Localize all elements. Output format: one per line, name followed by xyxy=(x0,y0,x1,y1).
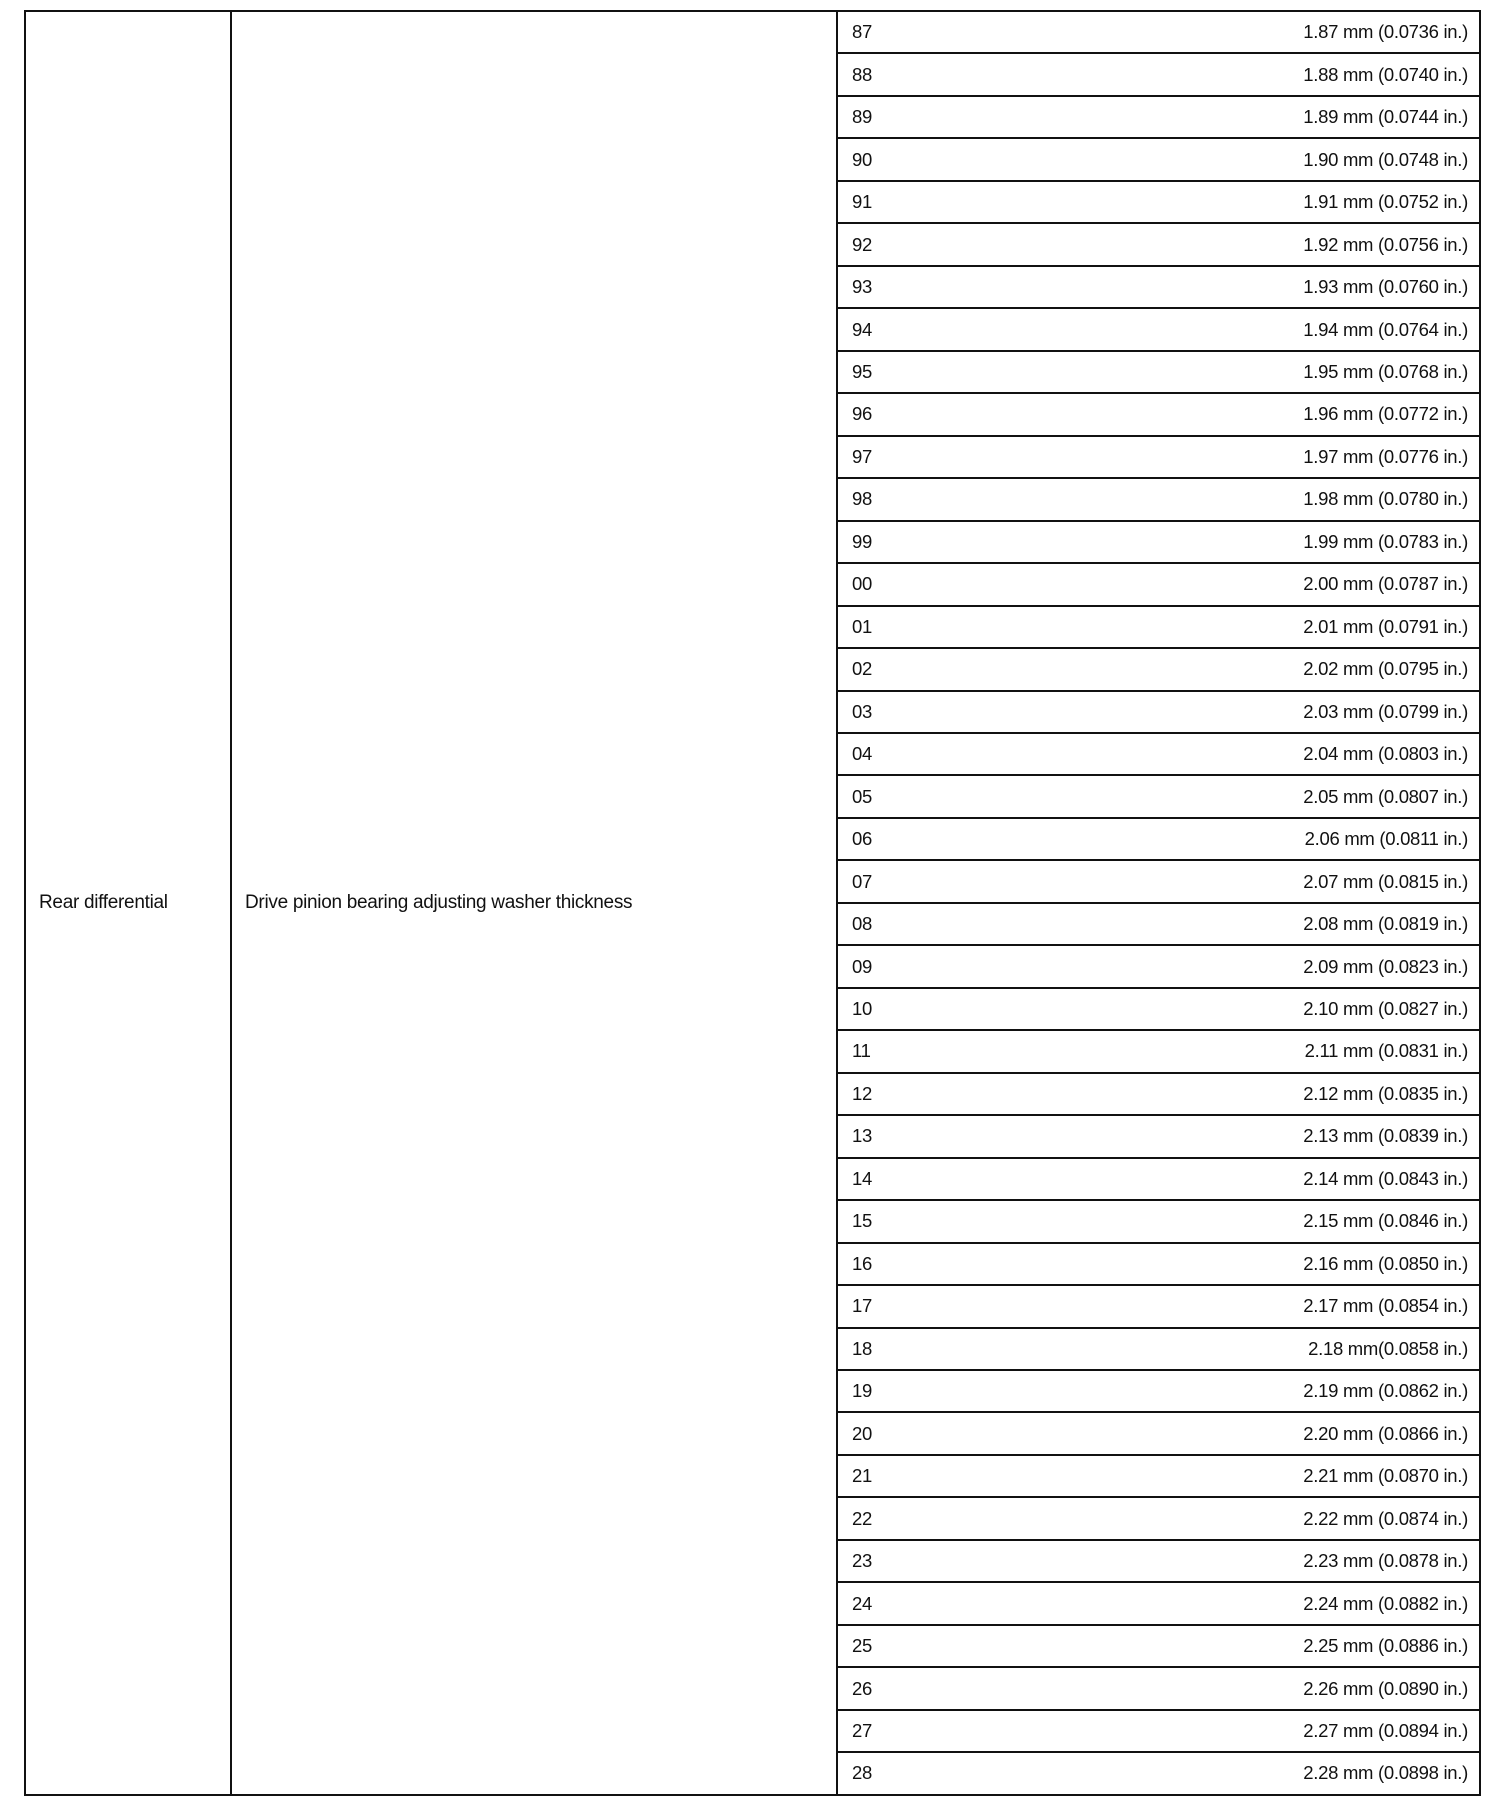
washer-code: 02 xyxy=(852,658,872,680)
item-label: Drive pinion bearing adjusting washer thickness xyxy=(245,892,633,913)
washer-thickness: 2.24 mm (0.0882 in.) xyxy=(1303,1592,1468,1614)
washer-code: 17 xyxy=(852,1295,872,1317)
table-row xyxy=(838,649,1479,691)
table-row xyxy=(838,734,1479,776)
washer-code: 92 xyxy=(852,233,872,255)
table-row xyxy=(838,1541,1479,1583)
washer-code: 97 xyxy=(852,445,872,467)
washer-thickness: 2.08 mm (0.0819 in.) xyxy=(1303,913,1468,935)
washer-thickness: 2.09 mm (0.0823 in.) xyxy=(1303,955,1468,977)
table-row xyxy=(838,1583,1479,1625)
table-row xyxy=(838,692,1479,734)
washer-code: 24 xyxy=(852,1592,872,1614)
table-row xyxy=(838,946,1479,988)
washer-thickness: 2.20 mm (0.0866 in.) xyxy=(1303,1422,1468,1444)
washer-thickness: 1.99 mm (0.0783 in.) xyxy=(1303,530,1468,552)
washer-thickness: 2.06 mm (0.0811 in.) xyxy=(1304,828,1468,850)
washer-thickness: 1.92 mm (0.0756 in.) xyxy=(1303,233,1468,255)
washer-thickness: 2.11 mm (0.0831 in.) xyxy=(1304,1040,1468,1062)
washer-code: 27 xyxy=(852,1719,872,1741)
table-row xyxy=(838,819,1479,861)
table-row xyxy=(838,564,1479,606)
washer-code: 26 xyxy=(852,1677,872,1699)
washer-thickness: 2.05 mm (0.0807 in.) xyxy=(1303,785,1468,807)
washer-thickness: 2.00 mm (0.0787 in.) xyxy=(1303,573,1468,595)
washer-thickness: 2.01 mm (0.0791 in.) xyxy=(1303,615,1468,637)
washer-thickness: 2.12 mm (0.0835 in.) xyxy=(1303,1082,1468,1104)
table-row xyxy=(838,54,1479,96)
washer-code: 87 xyxy=(852,21,872,43)
table-row xyxy=(838,309,1479,351)
washer-code: 88 xyxy=(852,63,872,85)
washer-thickness: 1.90 mm (0.0748 in.) xyxy=(1303,148,1468,170)
washer-code: 89 xyxy=(852,106,872,128)
washer-code: 19 xyxy=(852,1380,872,1402)
table-row xyxy=(838,1413,1479,1455)
component-cell xyxy=(26,12,232,1794)
table-row xyxy=(838,1371,1479,1413)
washer-code: 99 xyxy=(852,530,872,552)
washer-code: 22 xyxy=(852,1507,872,1529)
washer-code: 18 xyxy=(852,1337,872,1359)
washer-thickness: 2.03 mm (0.0799 in.) xyxy=(1303,700,1468,722)
washer-thickness: 1.93 mm (0.0760 in.) xyxy=(1303,276,1468,298)
table-row xyxy=(838,1498,1479,1540)
table-row xyxy=(838,1031,1479,1073)
washer-thickness: 2.22 mm (0.0874 in.) xyxy=(1303,1507,1468,1529)
washer-code: 90 xyxy=(852,148,872,170)
washer-code: 16 xyxy=(852,1252,872,1274)
table-row xyxy=(838,1074,1479,1116)
table-row xyxy=(838,1244,1479,1286)
washer-thickness: 2.18 mm(0.0858 in.) xyxy=(1308,1337,1468,1359)
table-row xyxy=(838,1201,1479,1243)
washer-thickness: 2.10 mm (0.0827 in.) xyxy=(1303,998,1468,1020)
table-row xyxy=(838,1329,1479,1371)
washer-thickness: 1.94 mm (0.0764 in.) xyxy=(1303,318,1468,340)
washer-thickness: 2.15 mm (0.0846 in.) xyxy=(1303,1210,1468,1232)
table-row xyxy=(838,1711,1479,1753)
table-row xyxy=(838,267,1479,309)
washer-thickness: 2.28 mm (0.0898 in.) xyxy=(1303,1762,1468,1784)
table-row xyxy=(838,352,1479,394)
table-row xyxy=(838,394,1479,436)
washer-code: 01 xyxy=(852,615,872,637)
washer-thickness: 2.14 mm (0.0843 in.) xyxy=(1303,1167,1468,1189)
table-row xyxy=(838,139,1479,181)
washer-code: 21 xyxy=(852,1465,872,1487)
washer-code: 91 xyxy=(852,191,872,213)
item-cell xyxy=(232,12,838,1794)
table-row xyxy=(838,607,1479,649)
washer-code: 93 xyxy=(852,276,872,298)
table-row xyxy=(838,1753,1479,1793)
washer-code: 11 xyxy=(852,1040,871,1062)
washer-code: 95 xyxy=(852,360,872,382)
washer-thickness: 1.96 mm (0.0772 in.) xyxy=(1303,403,1468,425)
washer-thickness: 2.26 mm (0.0890 in.) xyxy=(1303,1677,1468,1699)
washer-thickness: 2.13 mm (0.0839 in.) xyxy=(1303,1125,1468,1147)
washer-code: 09 xyxy=(852,955,872,977)
washer-code: 96 xyxy=(852,403,872,425)
washer-thickness: 1.89 mm (0.0744 in.) xyxy=(1303,106,1468,128)
washer-code: 15 xyxy=(852,1210,872,1232)
table-row xyxy=(838,97,1479,139)
washer-code: 28 xyxy=(852,1762,872,1784)
washer-code: 94 xyxy=(852,318,872,340)
washer-thickness: 1.97 mm (0.0776 in.) xyxy=(1303,445,1468,467)
washer-code: 07 xyxy=(852,870,872,892)
table-row xyxy=(838,224,1479,266)
washer-thickness: 2.17 mm (0.0854 in.) xyxy=(1303,1295,1468,1317)
washer-thickness: 2.19 mm (0.0862 in.) xyxy=(1303,1380,1468,1402)
thickness-list xyxy=(838,12,1479,1794)
washer-thickness: 2.07 mm (0.0815 in.) xyxy=(1303,870,1468,892)
table-row xyxy=(838,1668,1479,1710)
washer-code: 10 xyxy=(852,998,872,1020)
washer-code: 08 xyxy=(852,913,872,935)
washer-thickness: 2.16 mm (0.0850 in.) xyxy=(1303,1252,1468,1274)
washer-code: 05 xyxy=(852,785,872,807)
table-row xyxy=(838,1456,1479,1498)
washer-code: 00 xyxy=(852,573,872,595)
washer-thickness: 2.27 mm (0.0894 in.) xyxy=(1303,1719,1468,1741)
washer-code: 20 xyxy=(852,1422,872,1444)
table-row xyxy=(838,522,1479,564)
washer-thickness: 2.04 mm (0.0803 in.) xyxy=(1303,743,1468,765)
washer-code: 03 xyxy=(852,700,872,722)
table-row xyxy=(838,776,1479,818)
washer-thickness: 2.02 mm (0.0795 in.) xyxy=(1303,658,1468,680)
washer-code: 14 xyxy=(852,1167,872,1189)
table-row xyxy=(838,1286,1479,1328)
table-row xyxy=(838,12,1479,54)
table-row xyxy=(838,1116,1479,1158)
spec-table xyxy=(24,10,1481,1796)
table-row xyxy=(838,479,1479,521)
table-row xyxy=(838,437,1479,479)
washer-code: 23 xyxy=(852,1550,872,1572)
washer-code: 25 xyxy=(852,1635,872,1657)
washer-thickness: 2.21 mm (0.0870 in.) xyxy=(1303,1465,1468,1487)
component-label: Rear differential xyxy=(39,892,168,913)
washer-thickness: 1.98 mm (0.0780 in.) xyxy=(1303,488,1468,510)
washer-thickness: 2.23 mm (0.0878 in.) xyxy=(1303,1550,1468,1572)
table-row xyxy=(838,182,1479,224)
table-row xyxy=(838,861,1479,903)
washer-code: 06 xyxy=(852,828,872,850)
washer-thickness: 1.88 mm (0.0740 in.) xyxy=(1303,63,1468,85)
washer-thickness: 1.87 mm (0.0736 in.) xyxy=(1303,21,1468,43)
washer-code: 98 xyxy=(852,488,872,510)
washer-thickness: 1.95 mm (0.0768 in.) xyxy=(1303,360,1468,382)
washer-code: 13 xyxy=(852,1125,872,1147)
table-row xyxy=(838,904,1479,946)
washer-thickness: 2.25 mm (0.0886 in.) xyxy=(1303,1635,1468,1657)
washer-thickness: 1.91 mm (0.0752 in.) xyxy=(1303,191,1468,213)
washer-code: 04 xyxy=(852,743,872,765)
table-row xyxy=(838,989,1479,1031)
washer-code: 12 xyxy=(852,1082,872,1104)
table-row xyxy=(838,1626,1479,1668)
table-row xyxy=(838,1159,1479,1201)
